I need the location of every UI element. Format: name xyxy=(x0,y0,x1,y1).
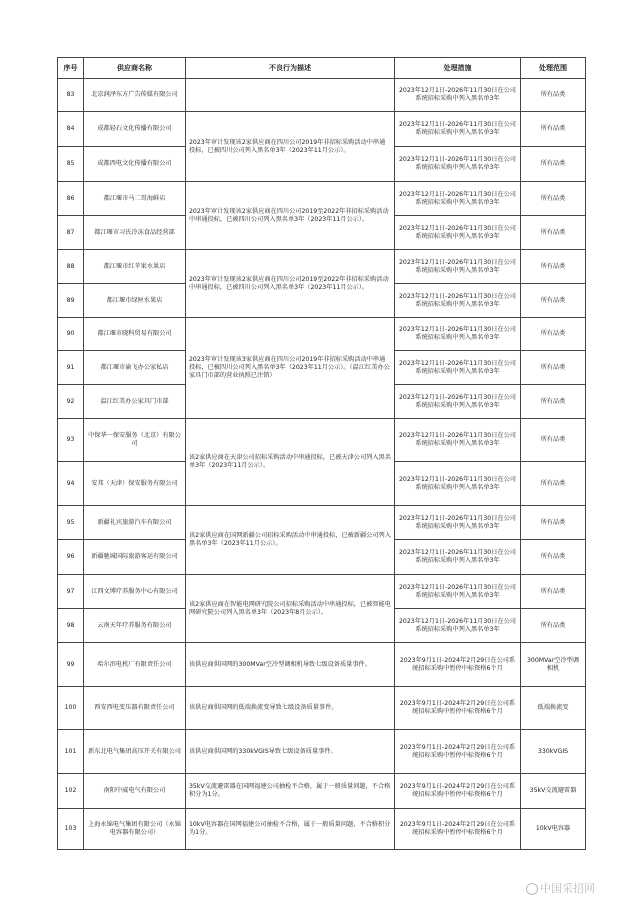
table-row xyxy=(58,643,586,687)
scope: 所有品类 xyxy=(521,540,586,575)
violation-desc: 2023年审计发现该2家供应商在四川公司2019至2022年非招标采购活动中串通投标，已被四川公司列入黑名单3年（2023年11月公示）。 xyxy=(186,250,395,318)
row-no: 95 xyxy=(58,506,84,540)
row-no: 84 xyxy=(58,112,84,147)
scope: 所有品类 xyxy=(521,112,586,147)
scope: 所有品类 xyxy=(521,419,586,462)
supplier-blacklist-table xyxy=(57,57,586,850)
violation-desc xyxy=(186,79,395,112)
measure: 2023年9月1日-2024年2月29日在公司系统招标采购中暂停中标资格6个月 xyxy=(395,809,521,850)
measure: 2023年12月1日-2026年11月30日在公司系统招标采购中列入黑名单3年 xyxy=(395,182,521,216)
table-row xyxy=(58,506,586,540)
supplier-name: 温江红美办公家具门市部 xyxy=(84,385,186,419)
row-no: 100 xyxy=(58,687,84,730)
violation-desc: 该供应商供国网的330kVGIS导致七级设备质量事件。 xyxy=(186,730,395,774)
header-scope: 处理范围 xyxy=(521,58,586,79)
scope: 所有品类 xyxy=(521,216,586,250)
supplier-name: 哈尔滨电机厂有限责任公司 xyxy=(84,643,186,687)
table-row xyxy=(58,774,586,809)
supplier-name: 都江堰市红苹果水果店 xyxy=(84,250,186,284)
row-no: 89 xyxy=(58,284,84,318)
measure: 2023年9月1日-2024年2月29日在公司系统招标采购中暂停中标资格6个月 xyxy=(395,774,521,809)
scope: 所有品类 xyxy=(521,462,586,506)
measure: 2023年12月1日-2026年11月30日在公司系统招标采购中列入黑名单3年 xyxy=(395,250,521,284)
row-no: 94 xyxy=(58,462,84,506)
scope: 所有品类 xyxy=(521,182,586,216)
row-no: 87 xyxy=(58,216,84,250)
table-row xyxy=(58,250,586,284)
row-no: 103 xyxy=(58,809,84,850)
violation-desc: 该供应商供国网的低端换流变导致七级设备质量事件。 xyxy=(186,687,395,730)
table-row xyxy=(58,182,586,216)
measure: 2023年12月1日-2026年11月30日在公司系统招标采购中列入黑名单3年 xyxy=(395,462,521,506)
supplier-name: 中保华一保安服务（北京）有限公司 xyxy=(84,419,186,462)
scope: 所有品类 xyxy=(521,385,586,419)
table-row xyxy=(58,730,586,774)
table-header-row xyxy=(58,58,586,79)
table-row xyxy=(58,79,586,112)
watermark xyxy=(526,880,595,896)
supplier-name: 都江堰市绿匣水果店 xyxy=(84,284,186,318)
row-no: 102 xyxy=(58,774,84,809)
table-row xyxy=(58,318,586,351)
violation-desc: 该2家供应商在智能电网研究院公司招标采购活动中串通投标，已被智能电网研究院公司列入黑名单3年（2023年8月公示）。 xyxy=(186,575,395,643)
row-no: 101 xyxy=(58,730,84,774)
row-no: 83 xyxy=(58,79,84,112)
supplier-name: 都江堰市晓科贸易有限公司 xyxy=(84,318,186,351)
measure: 2023年9月1日-2024年2月29日在公司系统招标采购中暂停中标资格6个月 xyxy=(395,643,521,687)
supplier-name: 新疆礼宾旅游汽车有限公司 xyxy=(84,506,186,540)
supplier-name: 西安西电变压器有限责任公司 xyxy=(84,687,186,730)
scope: 330kVGIS xyxy=(521,730,586,774)
row-no: 85 xyxy=(58,147,84,182)
row-no: 96 xyxy=(58,540,84,575)
row-no: 92 xyxy=(58,385,84,419)
violation-desc: 该供应商供国网的300MVar空冷型调相机导致七级设备质量事件。 xyxy=(186,643,395,687)
supplier-name: 成都西电文化传播有限公司 xyxy=(84,147,186,182)
watermark-text: 中国采招网 xyxy=(540,882,595,895)
supplier-name: 云南天年疗养服务有限公司 xyxy=(84,609,186,643)
row-no: 97 xyxy=(58,575,84,609)
row-no: 88 xyxy=(58,250,84,284)
measure: 2023年12月1日-2026年11月30日在公司系统招标采购中列入黑名单3年 xyxy=(395,351,521,385)
row-no: 99 xyxy=(58,643,84,687)
table-row xyxy=(58,809,586,850)
supplier-name: 上海永锦电气集团有限公司（永锦电容器有限公司） xyxy=(84,809,186,850)
violation-desc: 2023年审计发现该3家供应商在四川公司2019年非招标采购活动中串通投标，已被四川公司列入黑名单3年（2023年11月公示）。（温江红美办公家具门市部的营业执照已注销） xyxy=(186,318,395,419)
table-row xyxy=(58,687,586,730)
table-row xyxy=(58,419,586,462)
header-name: 供应商名称 xyxy=(84,58,186,79)
violation-desc: 2023年审计发现该2家供应商在四川公司2019年非招标采购活动中串通投标，已被四川公司列入黑名单3年（2023年11月公示）。 xyxy=(186,112,395,182)
supplier-name: 都江堰市渝飞办公家私店 xyxy=(84,351,186,385)
row-no: 90 xyxy=(58,318,84,351)
supplier-name: 北京润泽东方广告传媒有限公司 xyxy=(84,79,186,112)
scope: 35kV交流避雷器 xyxy=(521,774,586,809)
measure: 2023年12月1日-2026年11月30日在公司系统招标采购中列入黑名单3年 xyxy=(395,609,521,643)
measure: 2023年12月1日-2026年11月30日在公司系统招标采购中列入黑名单3年 xyxy=(395,540,521,575)
scope: 300MVar空冷型调相机 xyxy=(521,643,586,687)
header-desc: 不良行为描述 xyxy=(186,58,395,79)
violation-desc: 35kV交流避雷器在国网福建公司抽检不合格，属于一般质量问题，不合格积分为1分。 xyxy=(186,774,395,809)
supplier-name: 成都轻石文化传播有限公司 xyxy=(84,112,186,147)
scope: 所有品类 xyxy=(521,250,586,284)
supplier-name: 都江堰市马二哥海鲜店 xyxy=(84,182,186,216)
scope: 低端换流变 xyxy=(521,687,586,730)
supplier-name: 新疆驰城国际旅游客运有限公司 xyxy=(84,540,186,575)
measure: 2023年12月1日-2026年11月30日在公司系统招标采购中列入黑名单3年 xyxy=(395,575,521,609)
supplier-name: 江西文博疗养服务中心有限公司 xyxy=(84,575,186,609)
supplier-name: 南阳中威电气有限公司 xyxy=(84,774,186,809)
row-no: 91 xyxy=(58,351,84,385)
measure: 2023年12月1日-2026年11月30日在公司系统招标采购中列入黑名单3年 xyxy=(395,112,521,147)
measure: 2023年9月1日-2024年2月29日在公司系统招标采购中暂停中标资格6个月 xyxy=(395,730,521,774)
violation-desc: 该2家供应商在国网新疆公司招标采购活动中串通投标，已被新疆公司列入黑名单3年（2023年11月公示）。 xyxy=(186,506,395,575)
supplier-name: 都江堰市习氏冷冻食品经营部 xyxy=(84,216,186,250)
watermark-logo-icon xyxy=(526,883,538,895)
measure: 2023年12月1日-2026年11月30日在公司系统招标采购中列入黑名单3年 xyxy=(395,385,521,419)
measure: 2023年12月1日-2026年11月30日在公司系统招标采购中列入黑名单3年 xyxy=(395,318,521,351)
header-measure: 处理措施 xyxy=(395,58,521,79)
measure: 2023年12月1日-2026年11月30日在公司系统招标采购中列入黑名单3年 xyxy=(395,419,521,462)
header-no: 序号 xyxy=(58,58,84,79)
violation-desc: 2023年审计发现该2家供应商在四川公司2019至2022年非招标采购活动中串通投标，已被四川公司列入黑名单3年（2023年11月公示）。 xyxy=(186,182,395,250)
scope: 所有品类 xyxy=(521,147,586,182)
row-no: 98 xyxy=(58,609,84,643)
row-no: 86 xyxy=(58,182,84,216)
scope: 10kV电容器 xyxy=(521,809,586,850)
supplier-name: 安邦（天津）保安服务有限公司 xyxy=(84,462,186,506)
violation-desc: 该2家供应商在天津公司招标采购活动中串通投标，已被天津公司列入黑名单3年（2023年11月公示）。 xyxy=(186,419,395,506)
violation-desc: 10kV电容器在国网福建公司抽检不合格，属于一般质量问题，不合格积分为1分。 xyxy=(186,809,395,850)
scope: 所有品类 xyxy=(521,506,586,540)
measure: 2023年9月1日-2024年2月29日在公司系统招标采购中暂停中标资格6个月 xyxy=(395,687,521,730)
table-row xyxy=(58,575,586,609)
measure: 2023年12月1日-2026年11月30日在公司系统招标采购中列入黑名单3年 xyxy=(395,506,521,540)
scope: 所有品类 xyxy=(521,351,586,385)
measure: 2023年12月1日-2026年11月30日在公司系统招标采购中列入黑名单3年 xyxy=(395,147,521,182)
supplier-name: 新东北电气集团高压开关有限公司 xyxy=(84,730,186,774)
measure: 2023年12月1日-2026年11月30日在公司系统招标采购中列入黑名单3年 xyxy=(395,79,521,112)
table-row xyxy=(58,112,586,147)
row-no: 93 xyxy=(58,419,84,462)
measure: 2023年12月1日-2026年11月30日在公司系统招标采购中列入黑名单3年 xyxy=(395,284,521,318)
scope: 所有品类 xyxy=(521,318,586,351)
scope: 所有品类 xyxy=(521,609,586,643)
scope: 所有品类 xyxy=(521,79,586,112)
scope: 所有品类 xyxy=(521,284,586,318)
scope: 所有品类 xyxy=(521,575,586,609)
measure: 2023年12月1日-2026年11月30日在公司系统招标采购中列入黑名单3年 xyxy=(395,216,521,250)
